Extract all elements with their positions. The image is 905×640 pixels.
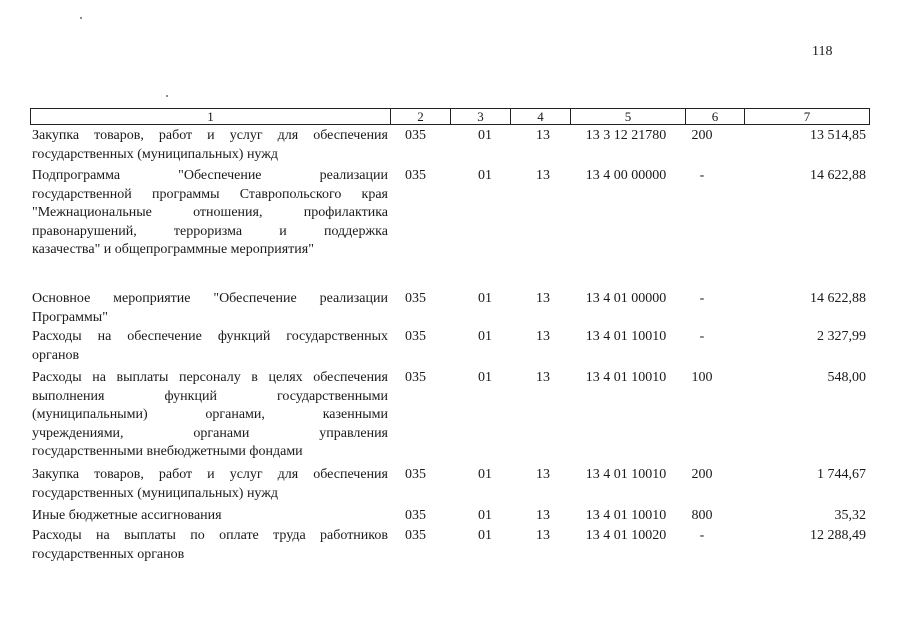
row-col-2: 035 <box>405 370 426 385</box>
row-name <box>32 290 388 327</box>
row-col-2: 035 <box>405 329 426 344</box>
row-col-7: 1 744,67 <box>817 467 866 482</box>
row-col-6: 200 <box>691 467 713 482</box>
row-col-4: 13 <box>536 370 550 385</box>
row-col-3: 01 <box>478 168 492 183</box>
row-name <box>32 328 388 365</box>
row-col-4: 13 <box>536 168 550 183</box>
header-cell-5: 5 <box>570 109 685 124</box>
row-col-5: 13 4 01 10020 <box>585 528 667 543</box>
row-col-6: - <box>699 291 705 306</box>
row-col-3: 01 <box>478 508 492 523</box>
row-name-line: государственных (муниципальных) нужд <box>32 146 279 162</box>
header-cell-3: 3 <box>450 109 510 124</box>
row-col-6: 800 <box>691 508 713 523</box>
row-name-line: Расходы на обеспечение функций государственных <box>32 329 388 344</box>
header-cell-6: 6 <box>685 109 744 124</box>
row-col-7: 13 514,85 <box>810 128 866 143</box>
row-name-line: государственных органов <box>32 546 185 562</box>
row-col-7: 548,00 <box>827 370 866 385</box>
scan-speck <box>80 17 82 19</box>
row-col-5: 13 4 00 00000 <box>585 168 667 183</box>
row-col-4: 13 <box>536 467 550 482</box>
row-name-line: Подпрограмма "Обеспечение реализации <box>32 168 388 183</box>
row-col-4: 13 <box>536 128 550 143</box>
row-col-2: 035 <box>405 128 426 143</box>
row-col-5: 13 3 12 21780 <box>585 128 667 143</box>
row-col-3: 01 <box>478 370 492 385</box>
page-number: 118 <box>812 44 833 59</box>
row-name-line: выполнения функций государственными <box>32 388 388 404</box>
row-name-line: учреждениями, органами управления <box>32 425 388 441</box>
row-col-5: 13 4 01 00000 <box>585 291 667 306</box>
row-col-2: 035 <box>405 467 426 482</box>
row-col-6: 200 <box>691 128 713 143</box>
row-name-line: государственных (муниципальных) нужд <box>32 485 279 501</box>
row-col-7: 12 288,49 <box>810 528 866 543</box>
header-cell-1: 1 <box>207 109 214 124</box>
row-name-line: Расходы на выплаты по оплате труда работников <box>32 528 388 543</box>
row-col-7: 14 622,88 <box>810 291 866 306</box>
table-header <box>30 108 870 125</box>
row-col-2: 035 <box>405 508 426 523</box>
header-cell-7: 7 <box>744 109 869 124</box>
row-col-6: 100 <box>691 370 713 385</box>
row-name-line: "Межнациональные отношения, профилактика <box>32 205 388 220</box>
row-name-line: Расходы на выплаты персоналу в целях обеспечения <box>32 370 388 385</box>
header-cell-2: 2 <box>390 109 450 124</box>
row-name-line: казачества" и общепрограммные мероприятия" <box>32 242 314 257</box>
row-col-7: 14 622,88 <box>810 168 866 183</box>
row-col-4: 13 <box>536 528 550 543</box>
row-col-4: 13 <box>536 291 550 306</box>
row-col-5: 13 4 01 10010 <box>585 370 667 385</box>
row-name <box>32 167 388 260</box>
row-col-3: 01 <box>478 528 492 543</box>
row-col-3: 01 <box>478 467 492 482</box>
row-name-line: Основное мероприятие "Обеспечение реализации <box>32 291 388 306</box>
row-name-line: органов <box>32 347 80 363</box>
row-col-6: - <box>699 168 705 183</box>
row-name <box>32 527 388 564</box>
row-col-4: 13 <box>536 508 550 523</box>
scan-speck <box>166 95 168 97</box>
row-col-3: 01 <box>478 329 492 344</box>
row-name <box>32 507 388 526</box>
row-col-2: 035 <box>405 528 426 543</box>
row-col-5: 13 4 01 10010 <box>585 329 667 344</box>
row-col-4: 13 <box>536 329 550 344</box>
row-col-3: 01 <box>478 291 492 306</box>
row-name-line: Иные бюджетные ассигнования <box>32 508 222 523</box>
row-name-line: Программы" <box>32 309 108 325</box>
row-col-3: 01 <box>478 128 492 143</box>
row-name-line: государственной программы Ставропольского края <box>32 186 388 202</box>
row-name <box>32 466 388 503</box>
row-col-5: 13 4 01 10010 <box>585 508 667 523</box>
row-name <box>32 369 388 462</box>
row-col-7: 2 327,99 <box>817 329 866 344</box>
row-col-7: 35,32 <box>834 508 866 523</box>
row-col-2: 035 <box>405 168 426 183</box>
row-col-2: 035 <box>405 291 426 306</box>
row-col-6: - <box>699 329 705 344</box>
row-name-line: Закупка товаров, работ и услуг для обеспечения <box>32 467 388 482</box>
row-col-5: 13 4 01 10010 <box>585 467 667 482</box>
row-name <box>32 127 388 164</box>
row-col-6: - <box>699 528 705 543</box>
header-cell-4: 4 <box>510 109 570 124</box>
row-name-line: Закупка товаров, работ и услуг для обеспечения <box>32 128 388 143</box>
row-name-line: государственными внебюджетными фондами <box>32 444 303 459</box>
row-name-line: правонарушений, терроризма и поддержка <box>32 223 388 239</box>
row-name-line: (муниципальными) органами, казенными <box>32 407 388 422</box>
